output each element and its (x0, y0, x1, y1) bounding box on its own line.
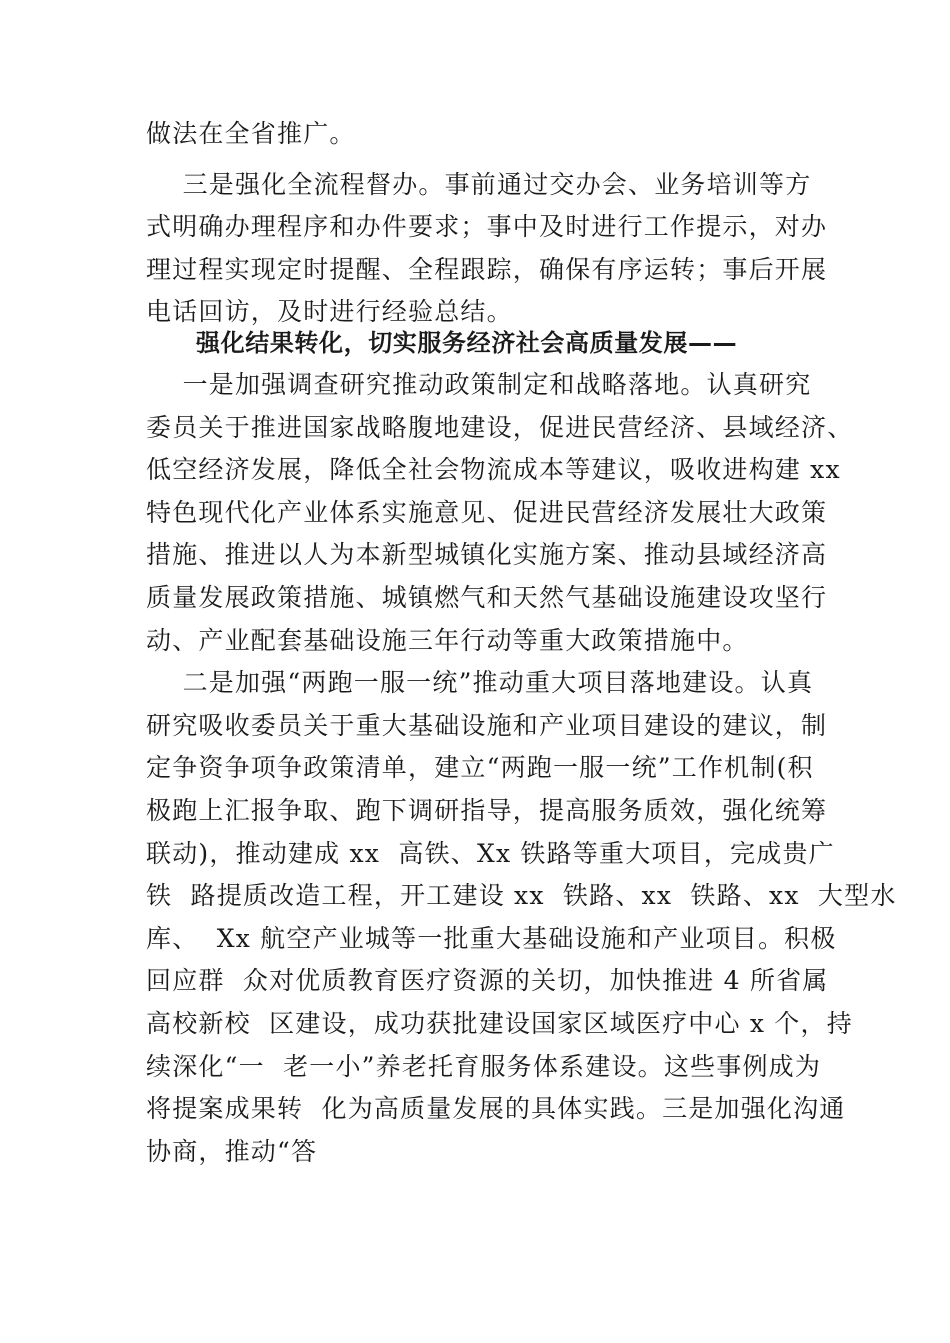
paragraph-line: 措施、推进以人为本新型城镇化实施方案、推动县域经济高 (146, 540, 828, 570)
paragraph-line: 式明确办理程序和办件要求；事中及时进行工作提示，对办 (146, 212, 828, 242)
paragraph-line: 续深化“一 老一小”养老托育服务体系建设。这些事例成为 (146, 1051, 822, 1081)
spacer (146, 156, 806, 164)
document-body-top (146, 113, 828, 334)
paragraph-line: 三是强化全流程督办。事前通过交办会、业务培训等方 (146, 169, 812, 199)
paragraph-line: 电话回访，及时进行经验总结。 (146, 297, 513, 327)
paragraph-line: 库、 Xx 航空产业城等一批重大基础设施和产业项目。积极 (146, 923, 837, 953)
paragraph-line: 将提案成果转 化为高质量发展的具体实践。三是加强化沟通 (146, 1094, 846, 1124)
document-body-main (146, 364, 897, 1173)
paragraph-line: 理过程实现定时提醒、全程跟踪，确保有序运转；事后开展 (146, 254, 828, 284)
paragraph-line: 铁 路提质改造工程，开工建设 xx 铁路、xx 铁路、xx 大型水 (146, 881, 897, 911)
paragraph-line: 质量发展政策措施、城镇燃气和天然气基础设施建设攻坚行 (146, 582, 828, 612)
paragraph-line: 回应群 众对优质教育医疗资源的关切，加快推进 4 所省属 (146, 966, 829, 996)
paragraph-line: 联动)，推动建成 xx 高铁、Xx 铁路等重大项目，完成贵广 (146, 838, 835, 868)
paragraph-line: 二是加强“两跑一服一统”推动重大项目落地建设。认真 (146, 668, 814, 698)
paragraph-line: 一是加强调查研究推动政策制定和战略落地。认真研究 (146, 370, 812, 399)
paragraph-line: 研究吸收委员关于重大基础设施和产业项目建设的建议，制 (146, 710, 828, 740)
paragraph-line: 动、产业配套基础设施三年行动等重大政策措施中。 (146, 625, 749, 655)
section-heading: 强化结果转化，切实服务经济社会高质量发展—— (196, 329, 738, 357)
paragraph-line: 定争资争项争政策清单，建立“两跑一服一统”工作机制(积 (146, 753, 814, 783)
paragraph-line: 协商，推动“答 (146, 1136, 318, 1166)
paragraph-line: 委员关于推进国家战略腹地建设，促进民营经济、县域经济、 (146, 412, 854, 442)
paragraph-line: 特色现代化产业体系实施意见、促进民营经济发展壮大政策 (146, 497, 828, 527)
paragraph-line: 高校新校 区建设，成功获批建设国家区域医疗中心 x 个，持 (146, 1008, 853, 1038)
paragraph-line: 极跑上汇报争取、跑下调研指导，提高服务质效，强化统筹 (146, 795, 828, 825)
paragraph-line: 做法在全省推广。 (146, 119, 356, 148)
paragraph-line: 低空经济发展，降低全社会物流成本等建议，吸收进构建 xx (146, 455, 841, 485)
